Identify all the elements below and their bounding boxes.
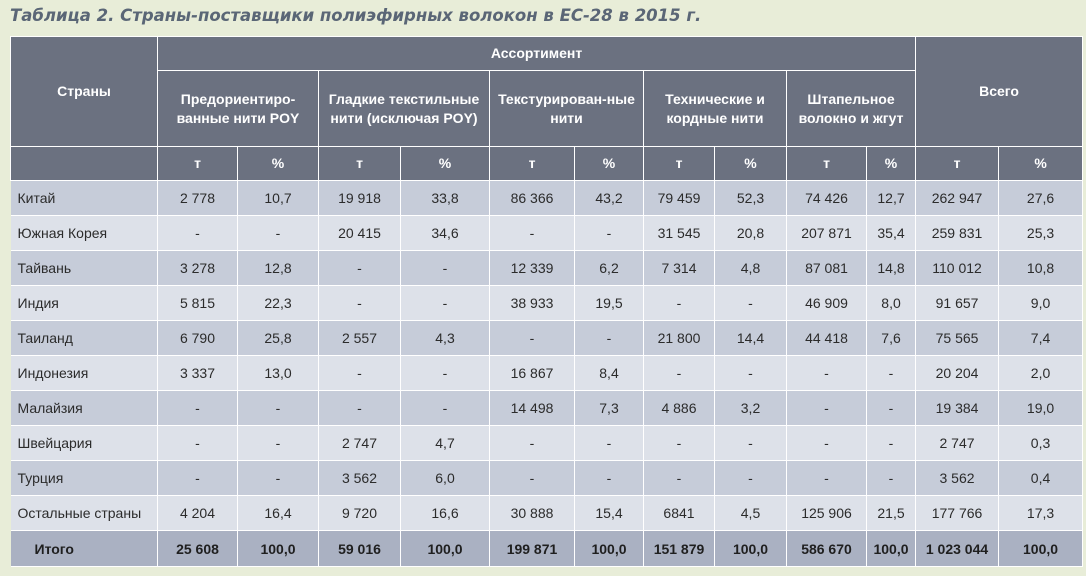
percent-cell: 33,8: [401, 181, 490, 216]
country-cell: Индонезия: [11, 356, 158, 391]
tonnes-cell: 86 366: [490, 181, 575, 216]
percent-cell: -: [867, 391, 916, 426]
tonnes-cell: -: [490, 321, 575, 356]
percent-cell: -: [575, 461, 644, 496]
tonnes-cell: -: [319, 251, 401, 286]
percent-cell: 0,3: [999, 426, 1083, 461]
tonnes-cell: 110 012: [916, 251, 999, 286]
tonnes-cell: 6841: [644, 496, 715, 531]
tonnes-cell: 31 545: [644, 216, 715, 251]
tonnes-cell: -: [644, 356, 715, 391]
total-tonnes-cell: 59 016: [319, 531, 401, 567]
header-unit-percent: %: [867, 147, 916, 181]
tonnes-cell: -: [158, 426, 238, 461]
percent-cell: 8,4: [575, 356, 644, 391]
percent-cell: 0,4: [999, 461, 1083, 496]
percent-cell: 3,2: [715, 391, 787, 426]
header-assortment: Ассортимент: [158, 37, 916, 71]
header-total: Всего: [916, 37, 1083, 147]
percent-cell: 10,8: [999, 251, 1083, 286]
tonnes-cell: 5 815: [158, 286, 238, 321]
total-tonnes-cell: 25 608: [158, 531, 238, 567]
tonnes-cell: 30 888: [490, 496, 575, 531]
tonnes-cell: 4 204: [158, 496, 238, 531]
tonnes-cell: 3 337: [158, 356, 238, 391]
tonnes-cell: 19 918: [319, 181, 401, 216]
total-label: Итого: [11, 531, 158, 567]
tonnes-cell: -: [158, 216, 238, 251]
tonnes-cell: 4 886: [644, 391, 715, 426]
percent-cell: 4,7: [401, 426, 490, 461]
percent-cell: 4,3: [401, 321, 490, 356]
tonnes-cell: 74 426: [787, 181, 867, 216]
tonnes-cell: -: [644, 286, 715, 321]
tonnes-cell: -: [787, 356, 867, 391]
tonnes-cell: 2 778: [158, 181, 238, 216]
table-row: [11, 181, 1083, 216]
table-row: [11, 461, 1083, 496]
percent-cell: 12,8: [238, 251, 319, 286]
percent-cell: 7,6: [867, 321, 916, 356]
tonnes-cell: 259 831: [916, 216, 999, 251]
tonnes-cell: -: [158, 461, 238, 496]
table-body: [11, 181, 1083, 567]
percent-cell: 13,0: [238, 356, 319, 391]
percent-cell: 21,5: [867, 496, 916, 531]
country-cell: Таиланд: [11, 321, 158, 356]
percent-cell: 4,8: [715, 251, 787, 286]
tonnes-cell: 79 459: [644, 181, 715, 216]
header-unit-tonnes: т: [787, 147, 867, 181]
table-row: [11, 286, 1083, 321]
tonnes-cell: 3 562: [319, 461, 401, 496]
table-header: [11, 37, 1083, 181]
header-unit-tonnes: т: [158, 147, 238, 181]
tonnes-cell: 44 418: [787, 321, 867, 356]
percent-cell: -: [238, 426, 319, 461]
percent-cell: 6,0: [401, 461, 490, 496]
percent-cell: 20,8: [715, 216, 787, 251]
header-countries: Страны: [11, 37, 158, 147]
header-unit-percent: %: [238, 147, 319, 181]
percent-cell: 34,6: [401, 216, 490, 251]
percent-cell: 25,3: [999, 216, 1083, 251]
table-row: [11, 391, 1083, 426]
percent-cell: 10,7: [238, 181, 319, 216]
percent-cell: -: [715, 426, 787, 461]
tonnes-cell: 20 204: [916, 356, 999, 391]
tonnes-cell: -: [158, 391, 238, 426]
suppliers-table: [10, 36, 1083, 567]
tonnes-cell: -: [319, 391, 401, 426]
percent-cell: 35,4: [867, 216, 916, 251]
table-row: [11, 356, 1083, 391]
header-group-textured: Текстурирован-ные нити: [490, 71, 644, 147]
table-row: [11, 496, 1083, 531]
percent-cell: 27,6: [999, 181, 1083, 216]
percent-cell: 4,5: [715, 496, 787, 531]
percent-cell: -: [575, 426, 644, 461]
tonnes-cell: 125 906: [787, 496, 867, 531]
percent-cell: -: [575, 216, 644, 251]
percent-cell: 15,4: [575, 496, 644, 531]
percent-cell: 14,8: [867, 251, 916, 286]
percent-cell: 2,0: [999, 356, 1083, 391]
tonnes-cell: 3 562: [916, 461, 999, 496]
percent-cell: -: [715, 461, 787, 496]
percent-cell: -: [867, 426, 916, 461]
percent-cell: -: [575, 321, 644, 356]
tonnes-cell: -: [490, 461, 575, 496]
tonnes-cell: -: [787, 461, 867, 496]
percent-cell: 43,2: [575, 181, 644, 216]
percent-cell: 52,3: [715, 181, 787, 216]
percent-cell: -: [867, 461, 916, 496]
percent-cell: 8,0: [867, 286, 916, 321]
table-row: [11, 426, 1083, 461]
tonnes-cell: -: [787, 391, 867, 426]
header-unit-tonnes: т: [319, 147, 401, 181]
total-percent-cell: 100,0: [715, 531, 787, 567]
percent-cell: 9,0: [999, 286, 1083, 321]
header-unit-tonnes: т: [916, 147, 999, 181]
total-percent-cell: 100,0: [238, 531, 319, 567]
country-cell: Остальные страны: [11, 496, 158, 531]
tonnes-cell: -: [644, 461, 715, 496]
percent-cell: 16,4: [238, 496, 319, 531]
tonnes-cell: 16 867: [490, 356, 575, 391]
percent-cell: 25,8: [238, 321, 319, 356]
total-tonnes-cell: 1 023 044: [916, 531, 999, 567]
tonnes-cell: 20 415: [319, 216, 401, 251]
country-cell: Тайвань: [11, 251, 158, 286]
total-tonnes-cell: 151 879: [644, 531, 715, 567]
table-caption: Таблица 2. Страны-поставщики полиэфирных волокон в ЕС-28 в 2015 г.: [10, 6, 702, 25]
tonnes-cell: 87 081: [787, 251, 867, 286]
percent-cell: -: [715, 356, 787, 391]
country-cell: Индия: [11, 286, 158, 321]
table-row: [11, 251, 1083, 286]
percent-cell: 22,3: [238, 286, 319, 321]
country-cell: Китай: [11, 181, 158, 216]
percent-cell: 7,3: [575, 391, 644, 426]
tonnes-cell: -: [644, 426, 715, 461]
header-group-technical: Технические и кордные нити: [644, 71, 787, 147]
total-percent-cell: 100,0: [867, 531, 916, 567]
percent-cell: 7,4: [999, 321, 1083, 356]
tonnes-cell: -: [490, 216, 575, 251]
tonnes-cell: 21 800: [644, 321, 715, 356]
percent-cell: 6,2: [575, 251, 644, 286]
table-row: [11, 216, 1083, 251]
percent-cell: -: [238, 216, 319, 251]
tonnes-cell: 262 947: [916, 181, 999, 216]
header-unit-percent: %: [575, 147, 644, 181]
tonnes-cell: 91 657: [916, 286, 999, 321]
tonnes-cell: 2 747: [916, 426, 999, 461]
tonnes-cell: 46 909: [787, 286, 867, 321]
total-tonnes-cell: 586 670: [787, 531, 867, 567]
header-units-row: [11, 147, 1083, 181]
country-cell: Южная Корея: [11, 216, 158, 251]
header-group-poy: Предориентиро-ванные нити POY: [158, 71, 319, 147]
percent-cell: 12,7: [867, 181, 916, 216]
tonnes-cell: 14 498: [490, 391, 575, 426]
tonnes-cell: 7 314: [644, 251, 715, 286]
header-unit-percent: %: [401, 147, 490, 181]
percent-cell: -: [238, 391, 319, 426]
country-cell: Турция: [11, 461, 158, 496]
total-percent-cell: 100,0: [401, 531, 490, 567]
percent-cell: 19,5: [575, 286, 644, 321]
tonnes-cell: 2 557: [319, 321, 401, 356]
header-group-smooth: Гладкие текстильные нити (исключая POY): [319, 71, 490, 147]
percent-cell: -: [867, 356, 916, 391]
header-unit-tonnes: т: [644, 147, 715, 181]
tonnes-cell: 38 933: [490, 286, 575, 321]
tonnes-cell: -: [319, 286, 401, 321]
tonnes-cell: 3 278: [158, 251, 238, 286]
header-unit-percent: %: [715, 147, 787, 181]
tonnes-cell: 19 384: [916, 391, 999, 426]
total-tonnes-cell: 199 871: [490, 531, 575, 567]
header-group-staple: Штапельное волокно и жгут: [787, 71, 916, 147]
tonnes-cell: 9 720: [319, 496, 401, 531]
tonnes-cell: 6 790: [158, 321, 238, 356]
percent-cell: 16,6: [401, 496, 490, 531]
percent-cell: -: [238, 461, 319, 496]
percent-cell: -: [401, 286, 490, 321]
percent-cell: 14,4: [715, 321, 787, 356]
tonnes-cell: -: [319, 356, 401, 391]
tonnes-cell: 207 871: [787, 216, 867, 251]
country-cell: Малайзия: [11, 391, 158, 426]
tonnes-cell: 2 747: [319, 426, 401, 461]
percent-cell: -: [715, 286, 787, 321]
country-cell: Швейцария: [11, 426, 158, 461]
tonnes-cell: 12 339: [490, 251, 575, 286]
total-percent-cell: 100,0: [575, 531, 644, 567]
percent-cell: 17,3: [999, 496, 1083, 531]
percent-cell: -: [401, 391, 490, 426]
table-row: [11, 321, 1083, 356]
header-units-empty: [11, 147, 158, 181]
header-unit-percent: %: [999, 147, 1083, 181]
header-unit-tonnes: т: [490, 147, 575, 181]
percent-cell: -: [401, 251, 490, 286]
percent-cell: -: [401, 356, 490, 391]
total-row: [11, 531, 1083, 567]
tonnes-cell: 75 565: [916, 321, 999, 356]
percent-cell: 19,0: [999, 391, 1083, 426]
tonnes-cell: -: [490, 426, 575, 461]
total-percent-cell: 100,0: [999, 531, 1083, 567]
tonnes-cell: -: [787, 426, 867, 461]
tonnes-cell: 177 766: [916, 496, 999, 531]
